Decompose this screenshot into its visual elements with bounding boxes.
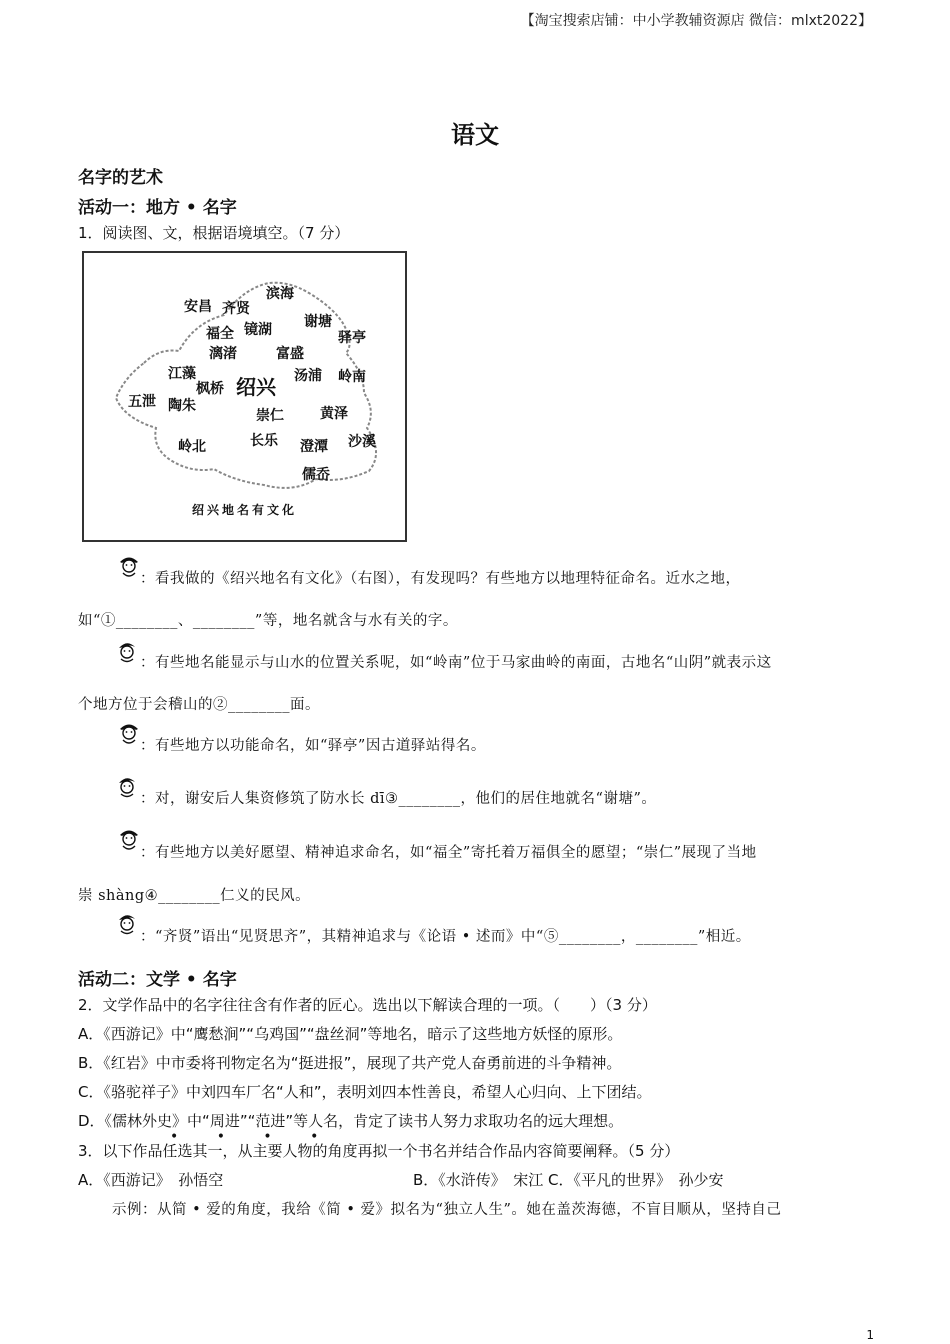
page-title: 语文 xyxy=(451,121,499,149)
question-2-option-d: D．《儒林外史》中“周进”“范进”等人名，肯定了读书人努力求取功名的远大理想。 xyxy=(78,1112,624,1130)
dialogue-2-line-2: 个地方位于会稽山的②________面。 xyxy=(78,697,320,713)
header-note: 【淘宝搜索店铺：中小学教辅资源店 微信：mlxt2022】 xyxy=(520,13,872,29)
place-shaoxing: 绍兴 xyxy=(236,375,276,399)
avatar-icon xyxy=(118,553,140,579)
place-jianhu: 镜湖 xyxy=(244,322,272,338)
question-2-option-a: A．《西游记》中“鹰愁涧”“乌鸡国”“盘丝洞”等地名，暗示了这些地方妖怪的原形。 xyxy=(78,1025,623,1043)
dialogue-5-line-2: 崇 shàng④________仁义的民风。 xyxy=(78,888,311,904)
activity2-heading: 活动二：文学 • 名字 xyxy=(78,970,237,990)
place-lingnan: 岭南 xyxy=(338,369,366,385)
place-xietang: 谢塘 xyxy=(304,314,332,330)
place-anchang: 安昌 xyxy=(184,299,212,315)
avatar-icon xyxy=(116,638,138,664)
dialogue-2-line-1: ：有些地名能显示与山水的位置关系呢，如“岭南”位于马家曲岭的南面，古地名“山阴”就表示这 xyxy=(140,655,772,671)
dialogue-4: ：对，谢安后人集资修筑了防水长 dī③________，他们的居住地就名“谢塘”。 xyxy=(140,791,657,807)
dialogue-6: ：“齐贤”语出“见贤思齐”，其精神追求与《论语 • 述而》中“⑤________，________”相近。 xyxy=(140,929,751,945)
place-chongren: 崇仁 xyxy=(256,408,284,424)
place-changle: 长乐 xyxy=(250,433,278,449)
place-fusheng: 富盛 xyxy=(276,346,304,362)
place-wuxie: 五泄 xyxy=(128,394,156,410)
question-3-option-a: A．《西游记》 孙悟空 xyxy=(78,1171,224,1189)
question-2-option-c: C．《骆驼祥子》中刘四车厂名“人和”，表明刘四本性善良，希望人心归向、上下团结。 xyxy=(78,1083,652,1101)
place-lingbei: 岭北 xyxy=(178,439,206,455)
question-3-options-b-c: B．《水浒传》 宋江 C．《平凡的世界》 孙少安 xyxy=(413,1171,724,1189)
avatar-icon xyxy=(118,826,140,852)
avatar-icon xyxy=(118,720,140,746)
place-qixian: 齐贤 xyxy=(222,301,250,317)
dialogue-1-line-2: 如“①________、________”等，地名就含与水有关的字。 xyxy=(78,613,458,629)
avatar-icon xyxy=(116,773,138,799)
place-ruchou: 儒岙 xyxy=(302,467,330,483)
section-title: 名字的艺术 xyxy=(78,168,163,188)
map-caption: 绍兴地名有文化 xyxy=(191,503,297,517)
place-shaxi: 沙溪 xyxy=(348,434,376,450)
activity1-heading: 活动一：地方 • 名字 xyxy=(78,198,237,218)
dialogue-1-line-1: ：看我做的《绍兴地名有文化》（右图），有发现吗？有些地方以地理特征命名。近水之地， xyxy=(140,571,741,587)
avatar-icon xyxy=(116,910,138,936)
place-fuquan: 福全 xyxy=(206,326,234,342)
place-chengtan: 澄潭 xyxy=(300,439,328,455)
question-2-option-b: B．《红岩》中市委将刊物定名为“挺进报”，展现了共产党人奋勇前进的斗争精神。 xyxy=(78,1054,622,1072)
place-tangpu: 汤浦 xyxy=(294,368,322,384)
question-1: 1．阅读图、文，根据语境填空。（7 分） xyxy=(78,224,350,242)
place-binhai: 滨海 xyxy=(266,286,294,302)
place-yiting: 驿亭 xyxy=(338,330,366,346)
question-3-example: 示例：从简 • 爱的角度，我给《简 • 爱》拟名为“独立人生”。她在盖茨海德，不盲目顺从，坚持自己 xyxy=(112,1202,782,1218)
question-2: 2．文学作品中的名字往往含有作者的匠心。选出以下解读合理的一项。（ ）（3 分） xyxy=(78,996,657,1014)
page-number: 1 xyxy=(866,1328,874,1342)
question-3: 3．以下作品任选其一，从主要人物的角度再拟一个书名并结合作品内容简要阐释。（5 分） xyxy=(78,1142,680,1160)
place-taozhu: 陶朱 xyxy=(168,398,196,414)
dialogue-3: ：有些地方以功能命名，如“驿亭”因古道驿站得名。 xyxy=(140,738,486,754)
place-mazhu: 漓渚 xyxy=(209,346,237,362)
place-fengqiao: 枫桥 xyxy=(196,381,224,397)
emphasis-dots: • • • • xyxy=(170,1129,336,1145)
place-jiangzao: 江藻 xyxy=(168,366,196,382)
dialogue-5-line-1: ：有些地方以美好愿望、精神追求命名，如“福全”寄托着万福俱全的愿望；“崇仁”展现了当地 xyxy=(140,845,757,861)
place-huangze: 黄泽 xyxy=(320,406,348,422)
shaoxing-map xyxy=(82,251,407,542)
